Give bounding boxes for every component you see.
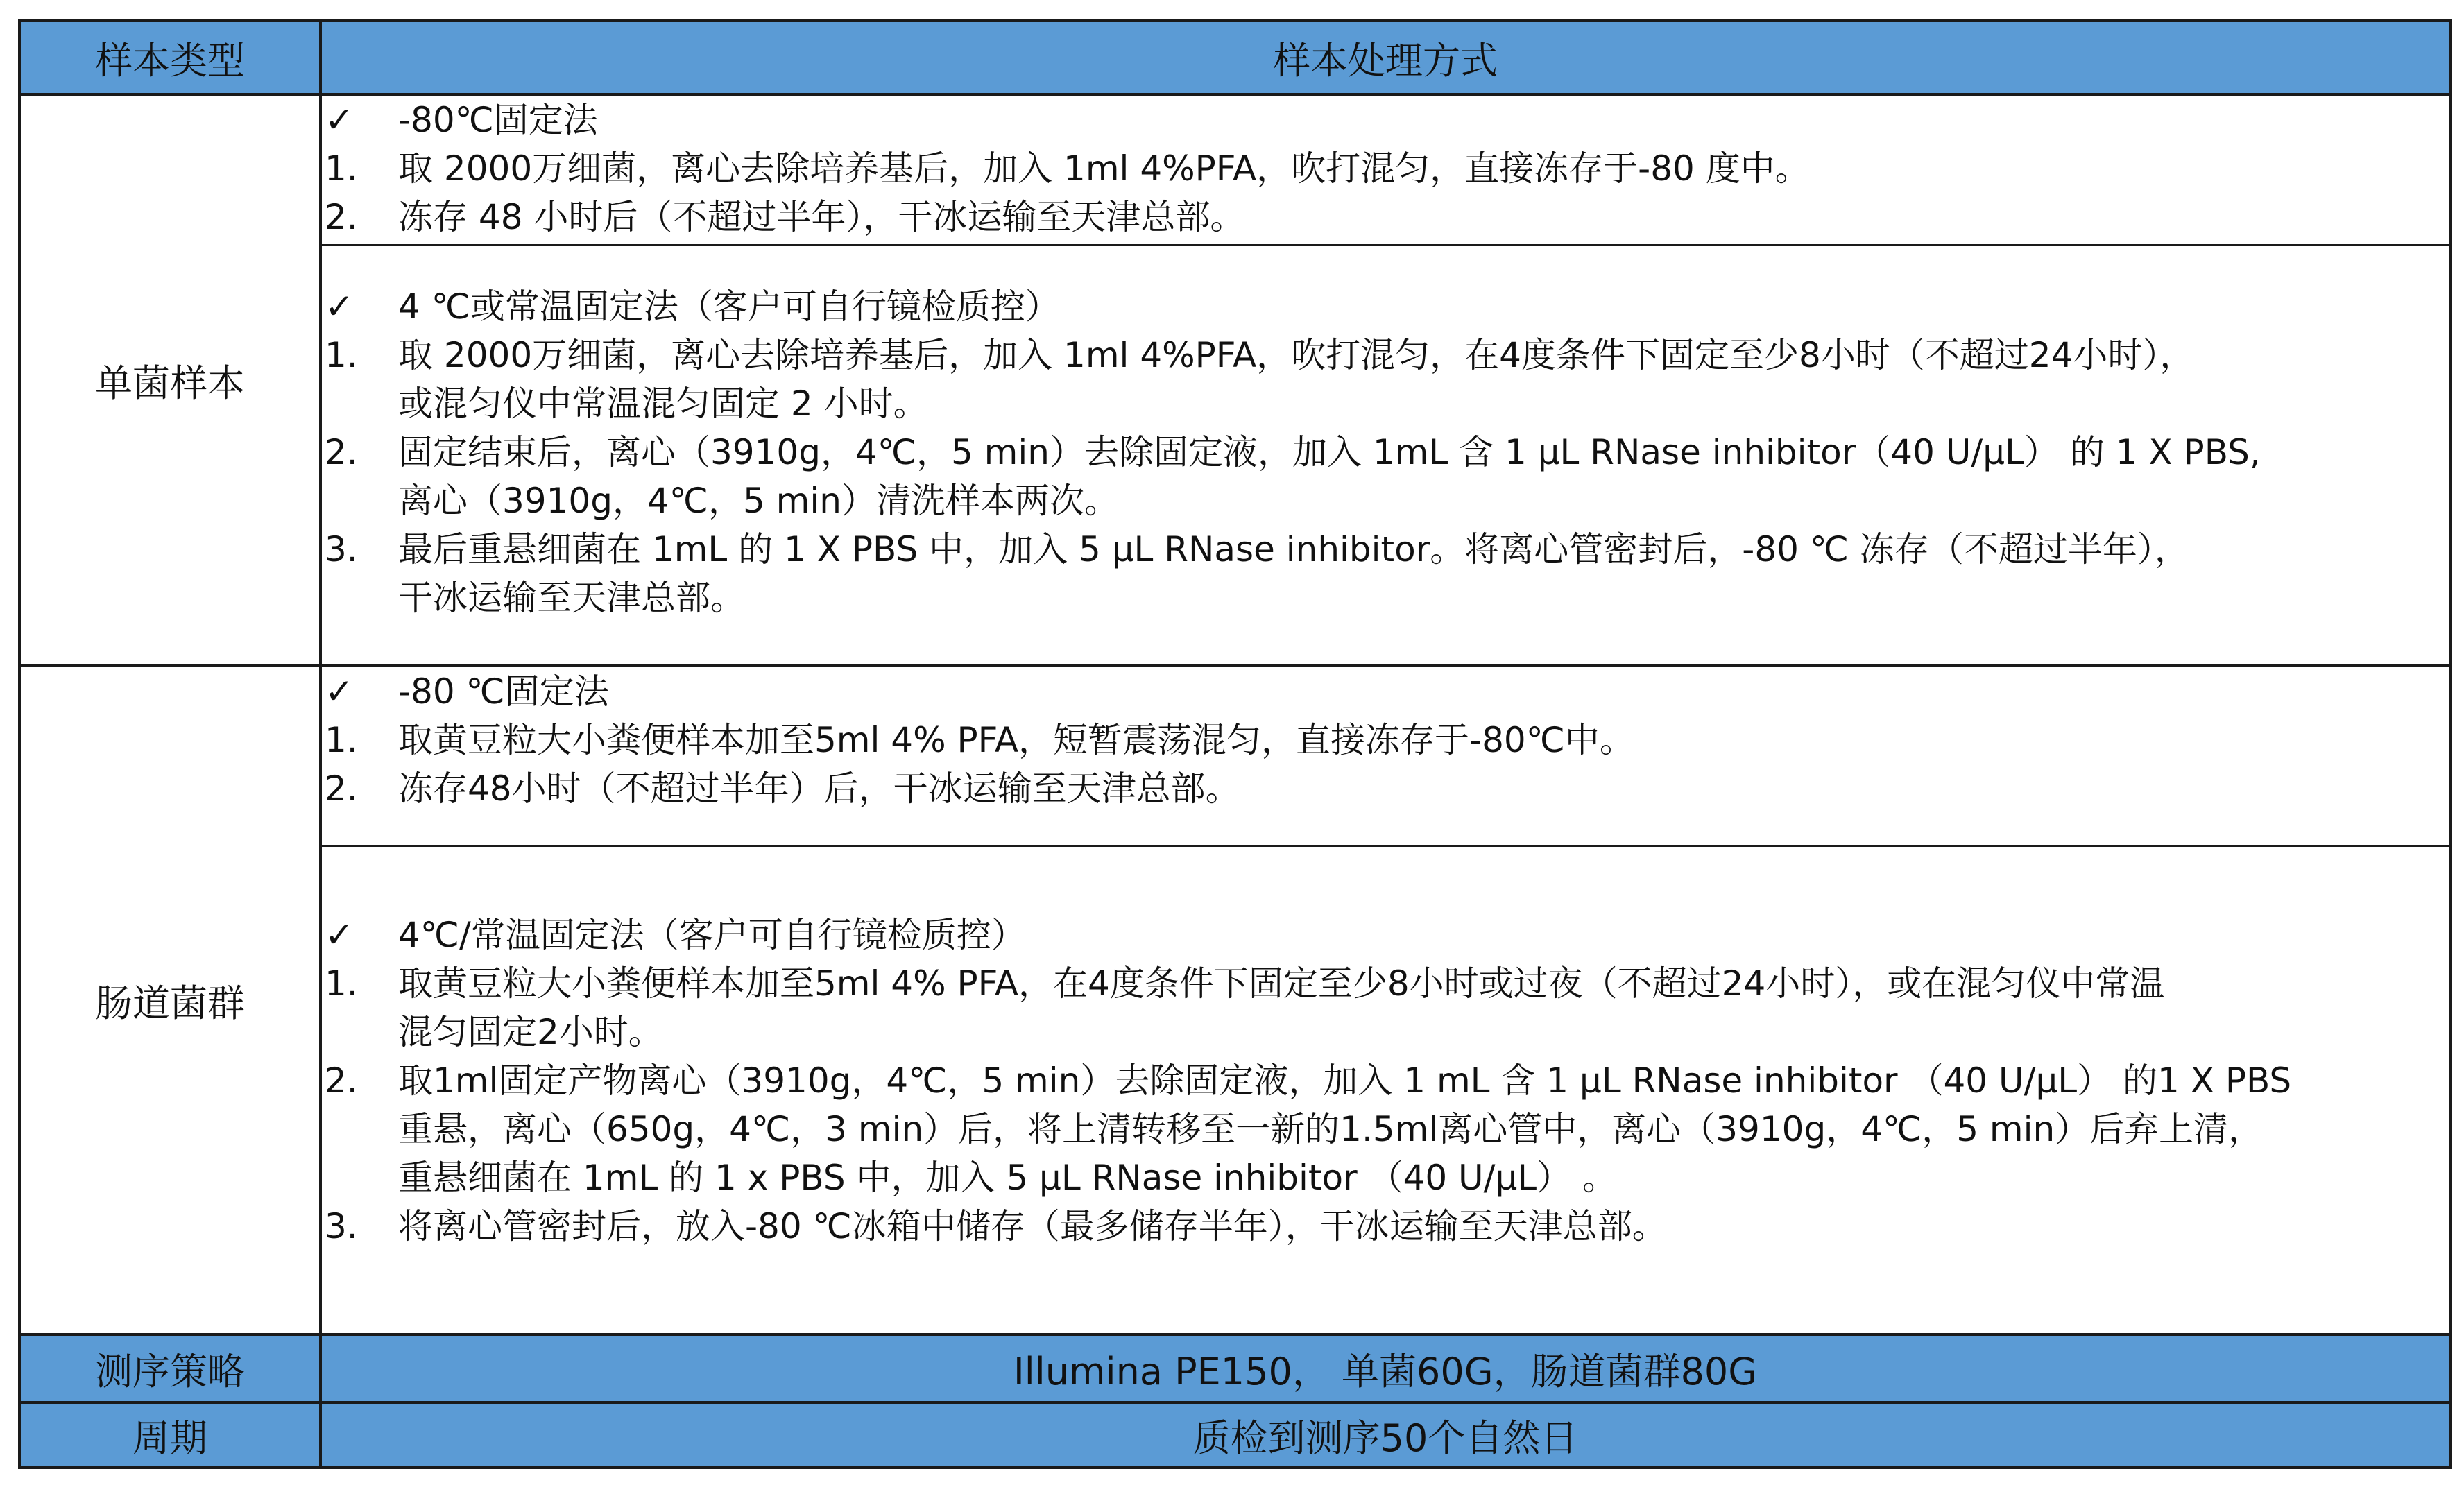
method-block bbox=[322, 847, 2449, 1333]
value-turnaround-period: 质检到测序50个自然日 bbox=[322, 1404, 2449, 1466]
row-type-gut-microbiota: 肠道菌群 bbox=[21, 667, 319, 1333]
step-number: 1. bbox=[325, 720, 358, 760]
step-text: 干冰运输至天津总部。 bbox=[398, 578, 745, 618]
step-text: 取 2000万细菌，离心去除培养基后，加入 1ml 4%PFA，吹打混匀，直接冻存于-80 度中。 bbox=[398, 148, 1810, 189]
sample-processing-table bbox=[18, 19, 2452, 1469]
step-number: 2. bbox=[325, 1061, 358, 1101]
checkmark-icon: ✓ bbox=[325, 671, 354, 712]
step-text: 离心（3910g，4℃，5 min）清洗样本两次。 bbox=[398, 481, 1119, 521]
value-sequencing-strategy: Illumina PE150， 单菌60G，肠道菌群80G bbox=[322, 1336, 2449, 1401]
step-text: 重悬细菌在 1mL 的 1 x PBS 中，加入 5 μL RNase inhibitor （40 U/μL） 。 bbox=[398, 1158, 1618, 1198]
row-divider bbox=[21, 1401, 2449, 1404]
step-text: 混匀固定2小时。 bbox=[398, 1012, 663, 1052]
column-divider bbox=[319, 22, 322, 1466]
header-processing-method: 样本处理方式 bbox=[322, 22, 2449, 93]
step-number: 3. bbox=[325, 529, 358, 569]
step-text: 冻存 48 小时后（不超过半年），干冰运输至天津总部。 bbox=[398, 197, 1245, 237]
step-text: 重悬，离心（650g，4℃，3 min）后，将上清转移至一新的1.5ml离心管中，离心（3910g，4℃，5 min）后弃上清， bbox=[398, 1109, 2264, 1149]
step-number: 2. bbox=[325, 432, 358, 472]
step-number: 1. bbox=[325, 963, 358, 1004]
checkmark-icon: ✓ bbox=[325, 100, 354, 140]
row-divider bbox=[21, 664, 2449, 667]
step-text: 取 2000万细菌，离心去除培养基后，加入 1ml 4%PFA，吹打混匀，在4度条件下固定至少8小时（不超过24小时）， bbox=[398, 335, 2195, 375]
row-divider bbox=[21, 93, 2449, 96]
header-sample-type: 样本类型 bbox=[21, 22, 319, 93]
checkmark-icon: ✓ bbox=[325, 286, 354, 327]
method-title-text: -80 ℃固定法 bbox=[398, 671, 609, 712]
method-title-text: 4 ℃或常温固定法（客户可自行镜检质控） bbox=[398, 286, 1060, 327]
method-block bbox=[322, 96, 2449, 244]
step-number: 2. bbox=[325, 197, 358, 237]
step-text: 冻存48小时（不超过半年）后，干冰运输至天津总部。 bbox=[398, 769, 1240, 809]
row-divider bbox=[21, 1333, 2449, 1336]
step-text: 固定结束后，离心（3910g，4℃，5 min）去除固定液，加入 1mL 含 1 μL RNase inhibitor（40 U/μL） 的 1 X PBS, bbox=[398, 432, 2261, 472]
step-text: 取1ml固定产物离心（3910g，4℃，5 min）去除固定液，加入 1 mL 含 1 μL RNase inhibitor （40 U/μL） 的1 X PBS bbox=[398, 1061, 2292, 1101]
step-number: 1. bbox=[325, 148, 358, 189]
method-block bbox=[322, 667, 2449, 845]
step-number: 3. bbox=[325, 1206, 358, 1246]
label-turnaround-period: 周期 bbox=[21, 1404, 319, 1466]
step-text: 或混匀仪中常温混匀固定 2 小时。 bbox=[398, 384, 928, 424]
step-number: 2. bbox=[325, 769, 358, 809]
method-block bbox=[322, 246, 2449, 664]
row-gut-microbiota-methods bbox=[322, 667, 2449, 1333]
row-single-bacteria-methods bbox=[322, 96, 2449, 664]
step-text: 最后重悬细菌在 1mL 的 1 X PBS 中，加入 5 μL RNase inhibitor。将离心管密封后，-80 ℃ 冻存（不超过半年）， bbox=[398, 529, 2189, 569]
method-title-text: -80℃固定法 bbox=[398, 100, 598, 140]
method-title-text: 4℃/常温固定法（客户可自行镜检质控） bbox=[398, 915, 1026, 955]
step-number: 1. bbox=[325, 335, 358, 375]
step-text: 取黄豆粒大小粪便样本加至5ml 4% PFA，短暂震荡混匀，直接冻存于-80℃中。 bbox=[398, 720, 1634, 760]
checkmark-icon: ✓ bbox=[325, 915, 354, 955]
step-text: 取黄豆粒大小粪便样本加至5ml 4% PFA，在4度条件下固定至少8小时或过夜（不超过24小时），或在混匀仪中常温 bbox=[398, 963, 2165, 1004]
label-sequencing-strategy: 测序策略 bbox=[21, 1336, 319, 1401]
step-text: 将离心管密封后，放入-80 ℃冰箱中储存（最多储存半年），干冰运输至天津总部。 bbox=[398, 1206, 1667, 1246]
row-type-single-bacteria: 单菌样本 bbox=[21, 96, 319, 664]
